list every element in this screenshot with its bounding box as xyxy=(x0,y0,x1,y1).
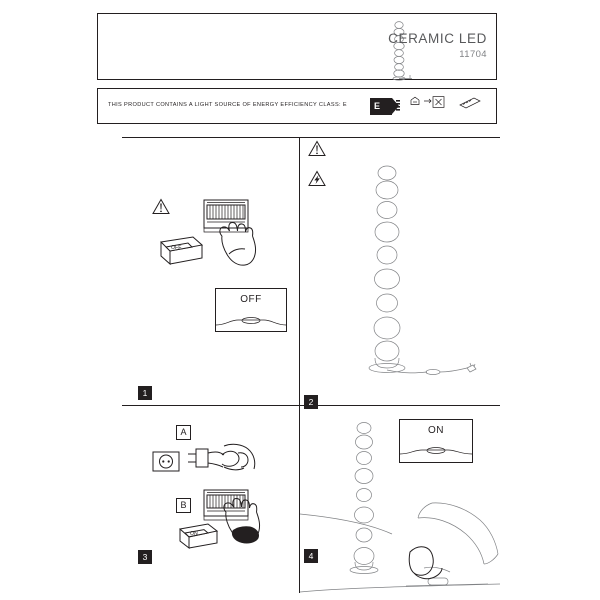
electric-shock-icon xyxy=(308,170,326,187)
recycle-symbol-icon xyxy=(409,96,421,108)
sub-step-label-a: A xyxy=(176,425,191,440)
product-code: 11704 xyxy=(459,48,487,60)
energy-label-box xyxy=(97,88,497,124)
callout-label-on: ON xyxy=(428,425,444,436)
svg-text:ON: ON xyxy=(190,531,198,537)
warning-triangle-icon xyxy=(152,198,170,215)
stacked-bead-floor-lamp-icon xyxy=(355,162,485,384)
energy-class-badge xyxy=(370,98,400,115)
hand-icon xyxy=(216,490,270,554)
energy-class-text: THIS PRODUCT CONTAINS A LIGHT SOURCE OF ENERGY EFFICIENCY CLASS: E xyxy=(108,102,347,108)
wall-socket-icon xyxy=(152,450,182,474)
rocker-switch-off-icon xyxy=(158,234,206,270)
led-module-symbol-icon xyxy=(458,96,482,109)
callout-label-off: OFF xyxy=(240,294,262,305)
switch-detail-callout xyxy=(215,288,287,332)
step-number-1: 1 xyxy=(138,386,152,400)
page-title: CERAMIC LED xyxy=(388,31,487,46)
step-number-2: 2 xyxy=(304,395,318,409)
no-dispose-symbol-icon xyxy=(423,96,445,108)
svg-text:OFF: OFF xyxy=(171,245,182,251)
inline-foot-switch-icon xyxy=(388,500,500,596)
panel-divider-top xyxy=(122,137,500,138)
step-number-4: 4 xyxy=(304,549,318,563)
warning-triangle-icon xyxy=(308,140,326,157)
energy-class-letter: E xyxy=(374,101,381,111)
step-number-3: 3 xyxy=(138,550,152,564)
title-text-group xyxy=(388,32,487,59)
sub-step-label-b: B xyxy=(176,498,191,513)
title-box xyxy=(97,13,497,80)
plug-in-hand-icon xyxy=(186,440,266,486)
hand-icon xyxy=(212,214,264,278)
energy-scale-bars xyxy=(396,100,400,113)
foot-switch-callout xyxy=(399,419,473,463)
